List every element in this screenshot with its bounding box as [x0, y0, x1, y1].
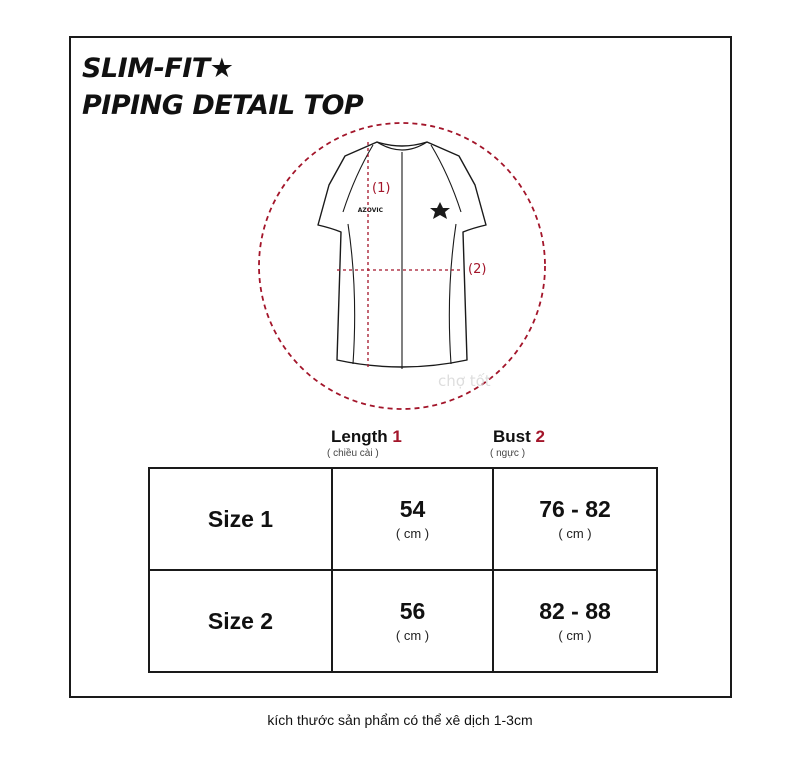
bust-value: 82 - 88: [539, 598, 611, 624]
bust-header-number: 2: [535, 427, 545, 446]
shirt-logo: AZOVIC: [357, 207, 383, 214]
length-header-label: Length: [331, 427, 388, 446]
table-row: [149, 468, 657, 570]
length-cell: [332, 570, 493, 672]
title-line-2: PIPING DETAIL TOP: [82, 90, 364, 121]
seam-left: [348, 224, 355, 364]
seam-right: [449, 224, 456, 364]
length-cell: [332, 468, 493, 570]
star-icon: ★: [209, 53, 234, 84]
chest-star-icon: [430, 202, 450, 219]
size-variation-note: kích thước sản phẩm có thể xê dịch 1-3cm: [267, 712, 533, 728]
length-header-number: 1: [392, 427, 402, 446]
bust-unit: ( cm ): [558, 526, 592, 541]
title-line-1: [82, 55, 233, 82]
table-row: [149, 570, 657, 672]
length-value: 54: [399, 496, 426, 522]
bust-header: [493, 428, 545, 445]
bust-cell: [493, 468, 657, 570]
size-cell: Size 2: [149, 570, 332, 672]
bust-cell: [493, 570, 657, 672]
bust-header-sub: ( ngực ): [490, 448, 526, 459]
title-slim-fit: SLIM-FIT: [82, 53, 210, 84]
bust-header-label: Bust: [493, 427, 531, 446]
shirt-illustration: [255, 120, 550, 412]
bust-value: 76 - 82: [539, 496, 611, 522]
length-header-sub: ( chiều cài ): [327, 448, 379, 459]
length-value: 56: [399, 598, 426, 624]
size-cell: Size 1: [149, 468, 332, 570]
length-header: [331, 428, 402, 445]
length-unit: ( cm ): [395, 628, 430, 643]
bust-marker: (2): [468, 262, 487, 277]
length-marker: (1): [372, 181, 391, 196]
length-unit: ( cm ): [395, 526, 430, 541]
bust-unit: ( cm ): [558, 628, 592, 643]
watermark: chợ tốt: [438, 372, 491, 390]
size-table: [148, 467, 658, 673]
